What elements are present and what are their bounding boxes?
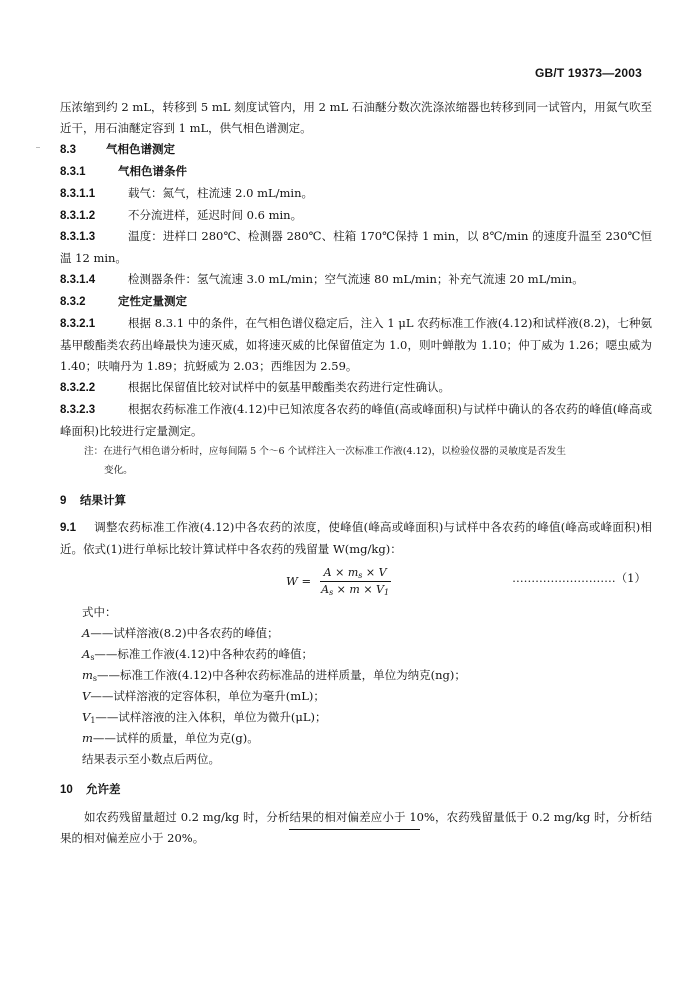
section-9-1 [60, 517, 652, 560]
note-label: 注： [84, 445, 104, 457]
section-title: 气相色谱测定 [106, 141, 175, 156]
equation-label: ………………………（1） [512, 571, 646, 586]
denominator-subscript: s [329, 588, 334, 598]
variable-definitions [60, 602, 652, 769]
definition-text: ——试样溶液的注入体积，单位为微升(μL)； [95, 709, 327, 724]
section-number: 8.3.1.3 [60, 231, 96, 244]
equation [286, 566, 393, 597]
equation-numerator [320, 566, 391, 582]
margin-mark [36, 147, 40, 148]
section-8-3-1-4 [60, 269, 652, 291]
section-8-3-2-2 [60, 377, 652, 399]
symbol: A [82, 647, 91, 662]
section-title: 气相色谱条件 [118, 163, 187, 178]
section-8-3-1-3 [60, 226, 652, 269]
where-label: 式中： [82, 605, 117, 620]
section-number: 9 [60, 494, 67, 507]
definition-text: ——标准工作液(4.12)中各种农药标准品的进样质量，单位为纳克(ng)； [97, 667, 466, 682]
section-number: 8.3.2.3 [60, 403, 96, 416]
document-body [60, 97, 652, 849]
definition-item [60, 728, 652, 749]
note [60, 442, 652, 461]
numerator-tail: × V [362, 566, 387, 580]
section-number: 8.3.1.1 [60, 187, 96, 200]
section-8-3-2-3 [60, 399, 652, 442]
section-text: 根据 8.3.1 中的条件，在气相色谱仪稳定后，注入 1 μL 农药标准工作液(4.12)和试样液(8.2)，七种氨基甲酸酯类农药出峰最快为速灭威，如将速灭威的比保留值定为 1.0，则叶蝉散为 1.10；仲丁威为 1.26；噁虫威为 1.40；呋喃丹为 1.89；抗蚜威为 2.03；西维因为 2.59。 [60, 316, 652, 373]
equation-1 [60, 560, 652, 602]
symbol: V [82, 688, 91, 703]
section-number: 8.3.1.2 [60, 209, 96, 222]
section-text: 检测器条件：氢气流速 3.0 mL/min；空气流速 80 mL/min；补充气流速 20 mL/min。 [128, 272, 584, 287]
section-number: 10 [60, 784, 73, 797]
symbol: V [82, 709, 91, 724]
section-number: 8.3.2.2 [60, 381, 96, 394]
result-precision-note: 结果表示至小数点后两位。 [82, 751, 220, 766]
section-text: 根据农药标准工作液(4.12)中已知浓度各农药的峰值(高或峰面积)与试样中确认的各农药的峰值(峰高或峰面积)比较进行定量测定。 [60, 401, 652, 438]
symbol: m [82, 730, 93, 745]
definition-item [60, 707, 652, 728]
end-rule [289, 829, 420, 830]
symbol-subscript: s [92, 673, 98, 683]
section-8-3 [60, 139, 652, 161]
section-10-heading [60, 779, 652, 801]
definition-item [60, 644, 652, 665]
section-9-heading [60, 490, 652, 512]
section-8-3-1-1 [60, 183, 652, 205]
denominator-subscript-2: 1 [383, 588, 390, 598]
section-number: 8.3.2 [60, 296, 86, 309]
denominator-mid: × m × V [333, 583, 384, 597]
paragraph-continuation: 压浓缩到约 2 mL，转移到 5 mL 刻度试管内，用 2 mL 石油醚分数次洗涤浓缩器也转移到同一试管内，用氮气吹至近干，用石油醚定容到 1 mL，供气相色谱测定。 [60, 100, 652, 135]
note-continuation: 变化。 [104, 464, 133, 476]
symbol-subscript: s [90, 653, 95, 663]
note-text: 在进行气相色谱分析时，应每间隔 5 个～6 个试样注入一次标准工作液(4.12)，以检验仪器的灵敏度是否发生 [103, 445, 566, 457]
standard-number: GB/T 19373—2003 [534, 66, 642, 80]
equation-lhs: W = [286, 574, 312, 589]
section-number: 8.3.2.1 [60, 318, 96, 331]
section-text: 不分流进样，延迟时间 0.6 min。 [128, 207, 303, 222]
section-text: 调整农药标准工作液(4.12)中各农药的浓度，使峰值(峰高或峰面积)与试样中各农药的峰值(峰高或峰面积)相近。依式(1)进行单标比较计算试样中各农药的残留量 W(mg/kg)： [60, 520, 652, 557]
section-text: 温度：进样口 280℃、检测器 280℃、柱箱 170℃保持 1 min，以 8℃/min 的速度升温至 230℃恒温 12 min。 [60, 229, 652, 266]
section-number: 8.3.1 [60, 165, 86, 178]
definition-item [60, 686, 652, 707]
definition-text: ——标准工作液(4.12)中各种农药的峰值； [94, 647, 313, 662]
equation-fraction [317, 566, 393, 597]
section-10-text: 如农药残留量超过 0.2 mg/kg 时，分析结果的相对偏差应小于 10%，农药残留量低于 0.2 mg/kg 时，分析结果的相对偏差应小于 20%。 [60, 810, 652, 846]
section-title: 允许差 [86, 782, 121, 797]
section-text: 载气：氮气，柱流速 2.0 mL/min。 [128, 185, 314, 200]
definition-text: ——试样溶液的定容体积，单位为毫升(mL)； [90, 688, 325, 703]
section-text: 根据比保留值比较对试样中的氨基甲酸酯类农药进行定性确认。 [128, 379, 450, 394]
section-number: 9.1 [60, 522, 76, 535]
numerator-subscript: s [358, 571, 363, 581]
section-8-3-2 [60, 291, 652, 313]
definition-text: ——试样溶液(8.2)中各农药的峰值； [90, 626, 279, 641]
definition-item [60, 665, 652, 686]
section-8-3-1-2 [60, 205, 652, 227]
denominator-head: A [321, 583, 330, 597]
numerator-head: A × m [323, 566, 359, 580]
section-title: 定性定量测定 [118, 294, 187, 309]
section-8-3-2-1 [60, 313, 652, 377]
symbol: A [82, 626, 91, 641]
symbol: m [82, 667, 93, 682]
definition-text: ——试样的质量，单位为克(g)。 [92, 730, 259, 745]
section-8-3-1 [60, 161, 652, 183]
definition-item [60, 623, 652, 644]
section-number: 8.3.1.4 [60, 274, 96, 287]
section-title: 结果计算 [80, 492, 126, 507]
equation-denominator [317, 582, 393, 597]
symbol-subscript: 1 [90, 715, 96, 725]
section-number: 8.3 [60, 143, 76, 156]
